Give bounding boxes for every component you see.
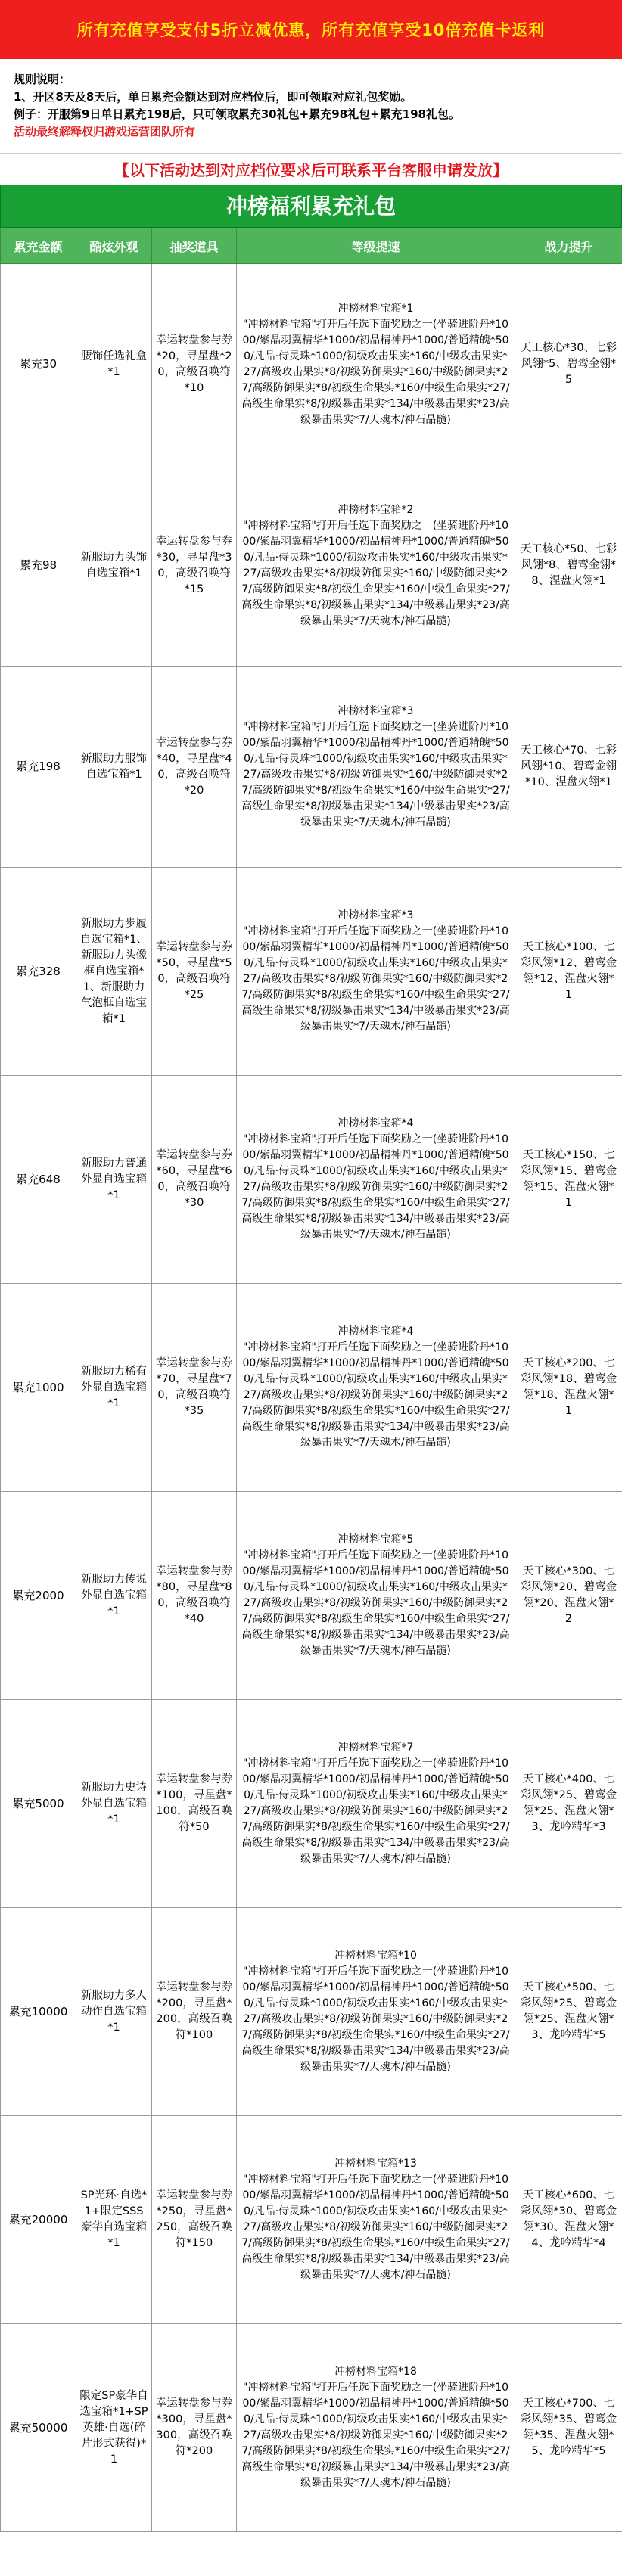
rules-title: 规则说明： — [14, 73, 71, 86]
cell-amount: 累充50000 — [1, 2324, 76, 2532]
cell-grade — [237, 1492, 515, 1700]
cell-appearance: 新服助力普通外显自选宝箱*1 — [76, 1076, 152, 1284]
table-row — [1, 1700, 622, 1908]
cell-grade — [237, 1076, 515, 1284]
cell-grade — [237, 465, 515, 667]
grade-box-description: "冲榜材料宝箱"打开后任选下面奖励之一(坐骑进阶丹*1000/紫晶羽翼精华*1000/初品精神丹*1000/普通精魄*500/凡品·侍灵珠*1000/初级攻击果实*160/中级攻击果实*27/高级攻击果实*8/初级防御果实*160/中级防御果实*27/高级防御果实*8/初级生命果实*160/中级生命果实*27/高级生命果实*8/初级暴击果实*134/中级暴击果实*23/高级暴击果实*7/天魂木/神石晶髓) — [241, 519, 510, 627]
cell-amount: 累充1000 — [1, 1284, 76, 1492]
cell-amount: 累充328 — [1, 868, 76, 1076]
grade-box-count: 冲榜材料宝箱*2 — [337, 503, 414, 516]
cell-power: 天工核心*700、七彩风翎*35、碧鸾金翎*35、涅盘火翎*5、龙吟精华*5 — [515, 2324, 622, 2532]
cell-lottery: 幸运转盘参与券*200，寻星盘*200，高级召唤符*100 — [152, 1908, 237, 2116]
cell-lottery: 幸运转盘参与券*70，寻星盘*70，高级召唤符*35 — [152, 1284, 237, 1492]
cell-lottery: 幸运转盘参与券*20，寻星盘*20，高级召唤符*10 — [152, 264, 237, 465]
table-row — [1, 264, 622, 465]
grade-box-count: 冲榜材料宝箱*1 — [337, 302, 414, 315]
grade-box-description: "冲榜材料宝箱"打开后任选下面奖励之一(坐骑进阶丹*1000/紫晶羽翼精华*1000/初品精神丹*1000/普通精魄*500/凡品·侍灵珠*1000/初级攻击果实*160/中级攻击果实*27/高级攻击果实*8/初级防御果实*160/中级防御果实*27/高级防御果实*8/初级生命果实*160/中级生命果实*27/高级生命果实*8/初级暴击果实*134/中级暴击果实*23/高级暴击果实*7/天魂木/神石晶髓) — [241, 925, 510, 1033]
cell-lottery: 幸运转盘参与券*30，寻星盘*30，高级召唤符*15 — [152, 465, 237, 667]
grade-box-count: 冲榜材料宝箱*13 — [334, 2158, 417, 2170]
cell-grade — [237, 2324, 515, 2532]
notice-text: 【以下活动达到对应档位要求后可联系平台客服申请发放】 — [0, 153, 622, 185]
cell-appearance: 腰饰任选礼盒*1 — [76, 264, 152, 465]
cell-amount: 累充2000 — [1, 1492, 76, 1700]
cell-appearance: 新服助力多人动作自选宝箱*1 — [76, 1908, 152, 2116]
grade-box-count: 冲榜材料宝箱*3 — [337, 909, 414, 921]
grade-box-description: "冲榜材料宝箱"打开后任选下面奖励之一(坐骑进阶丹*1000/紫晶羽翼精华*1000/初品精神丹*1000/普通精魄*500/凡品·侍灵珠*1000/初级攻击果实*160/中级攻击果实*27/高级攻击果实*8/初级防御果实*160/中级防御果实*27/高级防御果实*8/初级生命果实*160/中级生命果实*27/高级生命果实*8/初级暴击果实*134/中级暴击果实*23/高级暴击果实*7/天魂木/神石晶髓) — [241, 1133, 510, 1241]
cell-power: 天工核心*200、七彩风翎*18、碧鸾金翎*18、涅盘火翎*1 — [515, 1284, 622, 1492]
cell-power: 天工核心*150、七彩风翎*15、碧鸾金翎*15、涅盘火翎*1 — [515, 1076, 622, 1284]
grade-box-count: 冲榜材料宝箱*4 — [337, 1325, 414, 1338]
rules-final-note: 活动最终解释权归游戏运营团队所有 — [14, 125, 196, 138]
cell-grade — [237, 868, 515, 1076]
cell-amount: 累充98 — [1, 465, 76, 667]
table-row — [1, 465, 622, 667]
cell-amount: 累充648 — [1, 1076, 76, 1284]
table-title: 冲榜福利累充礼包 — [0, 185, 622, 228]
cell-lottery: 幸运转盘参与券*80，寻星盘*80，高级召唤符*40 — [152, 1492, 237, 1700]
cell-appearance: SP光环·自选*1+限定SSS豪华自选宝箱*1 — [76, 2116, 152, 2324]
cell-appearance: 新服助力服饰自选宝箱*1 — [76, 667, 152, 868]
cell-amount: 累充10000 — [1, 1908, 76, 2116]
grade-box-count: 冲榜材料宝箱*18 — [334, 2366, 417, 2378]
cell-grade — [237, 1908, 515, 2116]
grade-box-description: "冲榜材料宝箱"打开后任选下面奖励之一(坐骑进阶丹*1000/紫晶羽翼精华*1000/初品精神丹*1000/普通精魄*500/凡品·侍灵珠*1000/初级攻击果实*160/中级攻击果实*27/高级攻击果实*8/初级防御果实*160/中级防御果实*27/高级防御果实*8/初级生命果实*160/中级生命果实*27/高级生命果实*8/初级暴击果实*134/中级暴击果实*23/高级暴击果实*7/天魂木/神石晶髓) — [241, 2174, 510, 2281]
cell-grade — [237, 264, 515, 465]
rules-example: 例子：开服第9日单日累充198后，只可领取累充30礼包+累充98礼包+累充198礼包。 — [14, 107, 460, 121]
cell-lottery: 幸运转盘参与券*100，寻星盘*100，高级召唤符*50 — [152, 1700, 237, 1908]
header-grade: 等级提速 — [237, 228, 515, 264]
cell-amount: 累充20000 — [1, 2116, 76, 2324]
table-row — [1, 868, 622, 1076]
table-row — [1, 2116, 622, 2324]
table-row — [1, 2324, 622, 2532]
grade-box-description: "冲榜材料宝箱"打开后任选下面奖励之一(坐骑进阶丹*1000/紫晶羽翼精华*1000/初品精神丹*1000/普通精魄*500/凡品·侍灵珠*1000/初级攻击果实*160/中级攻击果实*27/高级攻击果实*8/初级防御果实*160/中级防御果实*27/高级防御果实*8/初级生命果实*160/中级生命果实*27/高级生命果实*8/初级暴击果实*134/中级暴击果实*23/高级暴击果实*7/天魂木/神石晶髓) — [241, 720, 510, 828]
cell-grade — [237, 667, 515, 868]
cell-amount: 累充198 — [1, 667, 76, 868]
table-row — [1, 1284, 622, 1492]
table-row — [1, 667, 622, 868]
cell-appearance: 新服助力头饰自选宝箱*1 — [76, 465, 152, 667]
cell-lottery: 幸运转盘参与券*50，寻星盘*50，高级召唤符*25 — [152, 868, 237, 1076]
cell-power: 天工核心*400、七彩风翎*25、碧鸾金翎*25、涅盘火翎*3、龙吟精华*3 — [515, 1700, 622, 1908]
header-lottery: 抽奖道具 — [152, 228, 237, 264]
grade-box-description: "冲榜材料宝箱"打开后任选下面奖励之一(坐骑进阶丹*1000/紫晶羽翼精华*1000/初品精神丹*1000/普通精魄*500/凡品·侍灵珠*1000/初级攻击果实*160/中级攻击果实*27/高级攻击果实*8/初级防御果实*160/中级防御果实*27/高级防御果实*8/初级生命果实*160/中级生命果实*27/高级生命果实*8/初级暴击果实*134/中级暴击果实*23/高级暴击果实*7/天魂木/神石晶髓) — [241, 1965, 510, 2073]
cell-amount: 累充30 — [1, 264, 76, 465]
cell-lottery: 幸运转盘参与券*60，寻星盘*60，高级召唤符*30 — [152, 1076, 237, 1284]
grade-box-count: 冲榜材料宝箱*5 — [337, 1533, 414, 1546]
cell-power: 天工核心*600、七彩风翎*30、碧鸾金翎*30、涅盘火翎*4、龙吟精华*4 — [515, 2116, 622, 2324]
header-power: 战力提升 — [515, 228, 622, 264]
table-row — [1, 1076, 622, 1284]
grade-box-count: 冲榜材料宝箱*4 — [337, 1117, 414, 1130]
cell-lottery: 幸运转盘参与券*300，寻星盘*300，高级召唤符*200 — [152, 2324, 237, 2532]
header-amount: 累充金额 — [1, 228, 76, 264]
promo-banner: 所有充值享受支付5折立减优惠，所有充值享受10倍充值卡返利 — [0, 0, 622, 59]
cell-appearance: 新服助力史诗外显自选宝箱*1 — [76, 1700, 152, 1908]
cell-power: 天工核心*70、七彩风翎*10、碧鸾金翎*10、涅盘火翎*1 — [515, 667, 622, 868]
grade-box-count: 冲榜材料宝箱*10 — [334, 1950, 417, 1962]
grade-box-count: 冲榜材料宝箱*3 — [337, 704, 414, 717]
cell-grade — [237, 2116, 515, 2324]
grade-box-description: "冲榜材料宝箱"打开后任选下面奖励之一(坐骑进阶丹*1000/紫晶羽翼精华*1000/初品精神丹*1000/普通精魄*500/凡品·侍灵珠*1000/初级攻击果实*160/中级攻击果实*27/高级攻击果实*8/初级防御果实*160/中级防御果实*27/高级防御果实*8/初级生命果实*160/中级生命果实*27/高级生命果实*8/初级暴击果实*134/中级暴击果实*23/高级暴击果实*7/天魂木/神石晶髓) — [241, 2382, 510, 2489]
grade-box-description: "冲榜材料宝箱"打开后任选下面奖励之一(坐骑进阶丹*1000/紫晶羽翼精华*1000/初品精神丹*1000/普通精魄*500/凡品·侍灵珠*1000/初级攻击果实*160/中级攻击果实*27/高级攻击果实*8/初级防御果实*160/中级防御果实*27/高级防御果实*8/初级生命果实*160/中级生命果实*27/高级生命果实*8/初级暴击果实*134/中级暴击果实*23/高级暴击果实*7/天魂木/神石晶髓) — [241, 1757, 510, 1865]
cell-appearance: 新服助力稀有外显自选宝箱*1 — [76, 1284, 152, 1492]
rules-section — [0, 59, 622, 148]
header-appearance: 酷炫外观 — [76, 228, 152, 264]
grade-box-description: "冲榜材料宝箱"打开后任选下面奖励之一(坐骑进阶丹*1000/紫晶羽翼精华*1000/初品精神丹*1000/普通精魄*500/凡品·侍灵珠*1000/初级攻击果实*160/中级攻击果实*27/高级攻击果实*8/初级防御果实*160/中级防御果实*27/高级防御果实*8/初级生命果实*160/中级生命果实*27/高级生命果实*8/初级暴击果实*134/中级暴击果实*23/高级暴击果实*7/天魂木/神石晶髓) — [241, 318, 510, 426]
cell-appearance: 新服助力传说外显自选宝箱*1 — [76, 1492, 152, 1700]
table-row — [1, 1908, 622, 2116]
table-row — [1, 1492, 622, 1700]
cell-grade — [237, 1700, 515, 1908]
grade-box-description: "冲榜材料宝箱"打开后任选下面奖励之一(坐骑进阶丹*1000/紫晶羽翼精华*1000/初品精神丹*1000/普通精魄*500/凡品·侍灵珠*1000/初级攻击果实*160/中级攻击果实*27/高级攻击果实*8/初级防御果实*160/中级防御果实*27/高级防御果实*8/初级生命果实*160/中级生命果实*27/高级生命果实*8/初级暴击果实*134/中级暴击果实*23/高级暴击果实*7/天魂木/神石晶髓) — [241, 1549, 510, 1657]
grade-box-count: 冲榜材料宝箱*7 — [337, 1742, 414, 1754]
cell-power: 天工核心*100、七彩风翎*12、碧鸾金翎*12、涅盘火翎*1 — [515, 868, 622, 1076]
reward-table — [0, 228, 622, 2532]
cell-power: 天工核心*300、七彩风翎*20、碧鸾金翎*20、涅盘火翎*2 — [515, 1492, 622, 1700]
table-header-row — [1, 228, 622, 264]
cell-power: 天工核心*50、七彩风翎*8、碧鸾金翎*8、涅盘火翎*1 — [515, 465, 622, 667]
rules-line-1: 1、开区8天及8天后，单日累充金额达到对应档位后，即可领取对应礼包奖励。 — [14, 90, 412, 104]
cell-power: 天工核心*500、七彩风翎*25、碧鸾金翎*25、涅盘火翎*3、龙吟精华*5 — [515, 1908, 622, 2116]
cell-power: 天工核心*30、七彩风翎*5、碧鸾金翎*5 — [515, 264, 622, 465]
grade-box-description: "冲榜材料宝箱"打开后任选下面奖励之一(坐骑进阶丹*1000/紫晶羽翼精华*1000/初品精神丹*1000/普通精魄*500/凡品·侍灵珠*1000/初级攻击果实*160/中级攻击果实*27/高级攻击果实*8/初级防御果实*160/中级防御果实*27/高级防御果实*8/初级生命果实*160/中级生命果实*27/高级生命果实*8/初级暴击果实*134/中级暴击果实*23/高级暴击果实*7/天魂木/神石晶髓) — [241, 1341, 510, 1449]
cell-grade — [237, 1284, 515, 1492]
cell-amount: 累充5000 — [1, 1700, 76, 1908]
cell-appearance: 限定SP豪华自选宝箱*1+SP英雄·自选(碎片形式获得)*1 — [76, 2324, 152, 2532]
cell-appearance: 新服助力步履自选宝箱*1、新服助力头像框自选宝箱*1、新服助力气泡框自选宝箱*1 — [76, 868, 152, 1076]
cell-lottery: 幸运转盘参与券*250，寻星盘*250，高级召唤符*150 — [152, 2116, 237, 2324]
cell-lottery: 幸运转盘参与券*40，寻星盘*40，高级召唤符*20 — [152, 667, 237, 868]
